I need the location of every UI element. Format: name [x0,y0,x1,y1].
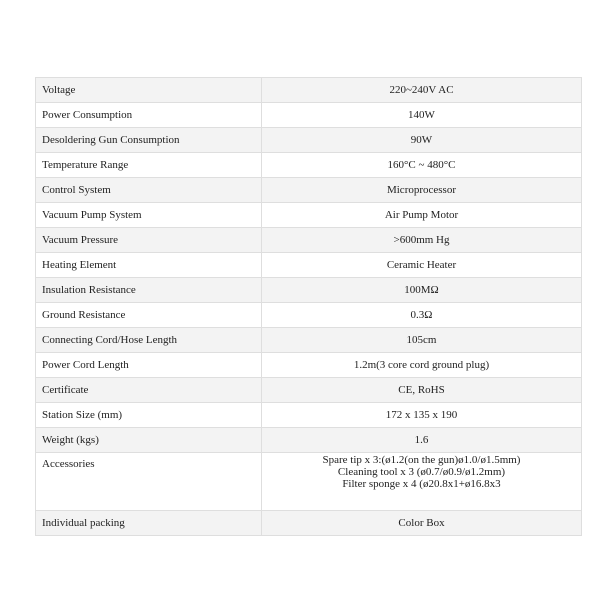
spec-row [36,78,582,103]
spec-label: Control System [36,178,262,203]
spec-row [36,153,582,178]
spec-value: 1.6 [262,428,582,453]
spec-value: 105cm [262,328,582,353]
spec-label: Voltage [36,78,262,103]
spec-row [36,103,582,128]
spec-row [36,453,582,511]
spec-label: Accessories [36,453,262,511]
spec-value: Ceramic Heater [262,253,582,278]
spec-value: 220~240V AC [262,78,582,103]
spec-row [36,328,582,353]
spec-row [36,303,582,328]
spec-label: Certificate [36,378,262,403]
spec-label: Vacuum Pressure [36,228,262,253]
spec-value: 1.2m(3 core cord ground plug) [262,353,582,378]
spec-label: Vacuum Pump System [36,203,262,228]
spec-label: Ground Resistance [36,303,262,328]
spec-row [36,511,582,536]
spec-row [36,428,582,453]
spec-label: Connecting Cord/Hose Length [36,328,262,353]
spec-label: Individual packing [36,511,262,536]
spec-value: CE, RoHS [262,378,582,403]
spec-label: Power Consumption [36,103,262,128]
spec-row [36,203,582,228]
spec-value: 160°C ~ 480°C [262,153,582,178]
spec-table-body [36,78,582,536]
spec-value: Microprocessor [262,178,582,203]
spec-value-line: Spare tip x 3:(ø1.2(on the gun)ø1.0/ø1.5mm) [322,454,521,466]
spec-value-line: Filter sponge x 4 (ø20.8x1+ø16.8x3 [342,478,501,490]
spec-row [36,278,582,303]
spec-label: Desoldering Gun Consumption [36,128,262,153]
spec-row [36,403,582,428]
spec-label: Power Cord Length [36,353,262,378]
spec-value: Air Pump Motor [262,203,582,228]
spec-row [36,253,582,278]
spec-label: Temperature Range [36,153,262,178]
spec-label: Heating Element [36,253,262,278]
spec-value: 100MΩ [262,278,582,303]
spec-row [36,228,582,253]
spec-row [36,178,582,203]
spec-value: 90W [262,128,582,153]
spec-row [36,128,582,153]
spec-value: Color Box [262,511,582,536]
spec-row [36,378,582,403]
spec-value: >600mm Hg [262,228,582,253]
spec-value [262,453,582,511]
spec-value: 140W [262,103,582,128]
spec-label: Station Size (mm) [36,403,262,428]
spec-label: Insulation Resistance [36,278,262,303]
spec-row [36,353,582,378]
spec-value: 172 x 135 x 190 [262,403,582,428]
spec-value-line: Cleaning tool x 3 (ø0.7/ø0.9/ø1.2mm) [337,466,506,478]
spec-table [35,77,582,536]
spec-label: Weight (kgs) [36,428,262,453]
spec-value: 0.3Ω [262,303,582,328]
